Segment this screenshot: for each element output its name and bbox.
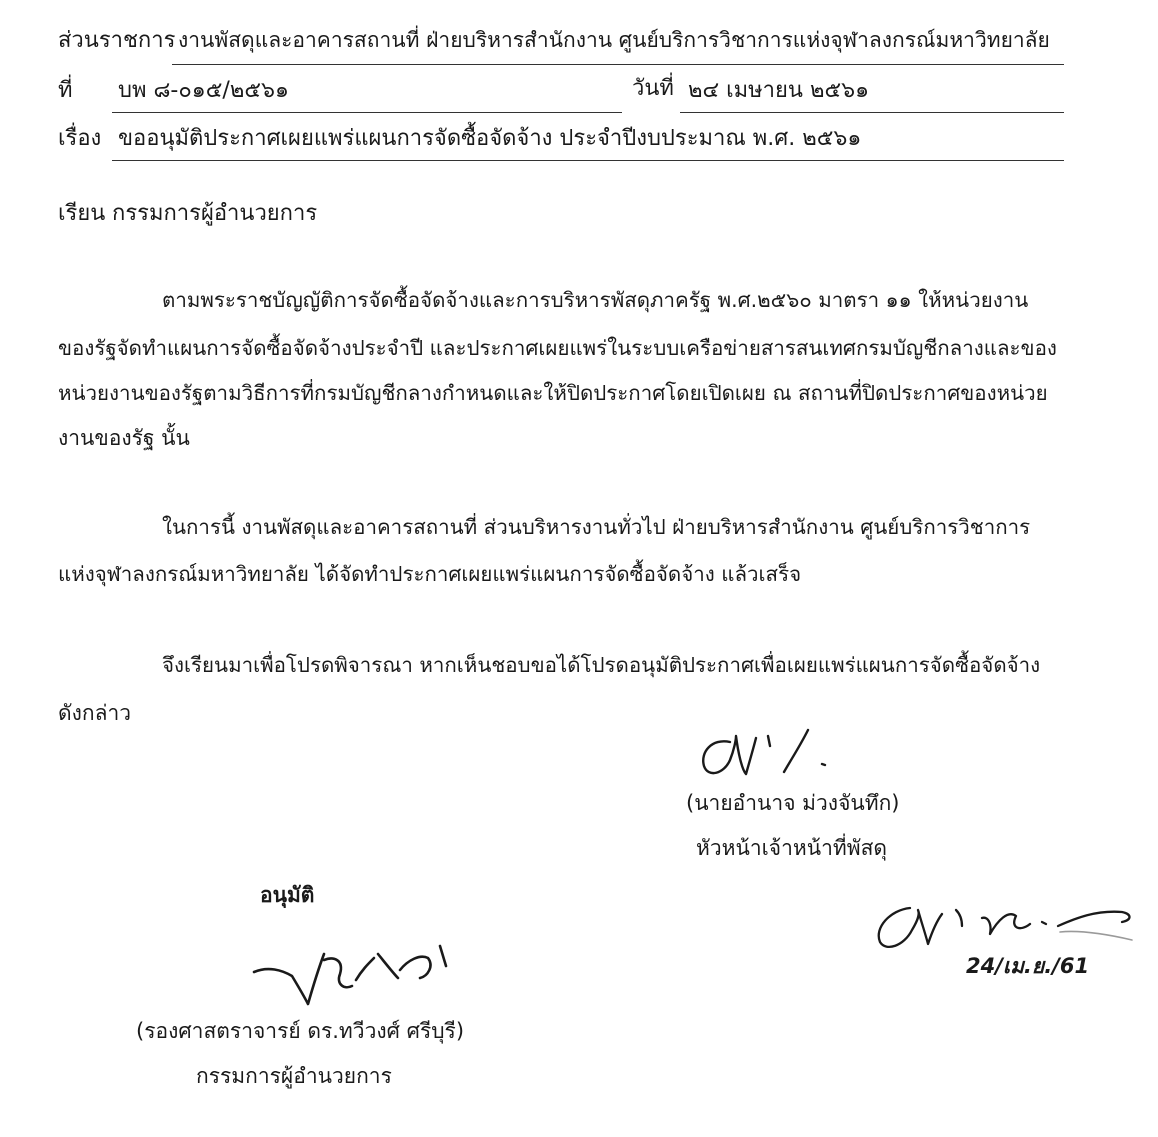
department-underline	[172, 64, 1064, 65]
reference-underline	[112, 112, 622, 113]
paragraph2-line1: ในการนี้ งานพัสดุและอาคารสถานที่ ส่วนบริหารงานทั่วไป ฝ่ายบริหารสำนักงาน ศูนย์บริการวิชาการ	[162, 515, 1031, 539]
paragraph1-line1: ตามพระราชบัญญัติการจัดซื้อจัดจ้างและการบริหารพัสดุภาครัฐ พ.ศ.๒๕๖๐ มาตรา ๑๑ ให้หน่วยงาน	[162, 288, 1029, 312]
paragraph1-line3: หน่วยงานของรัฐตามวิธีการที่กรมบัญชีกลางกำหนดและให้ปิดประกาศโดยเปิดเผย ณ สถานที่ปิดประกาศของหน่วย	[58, 381, 1048, 405]
reference-number: บพ ๘-๐๑๕/๒๕๖๑	[118, 78, 289, 103]
margin-handwritten-date: 24/เม.ย./61	[966, 954, 1090, 978]
salutation-label: เรียน	[58, 201, 106, 226]
approval-label: อนุมัติ	[260, 883, 315, 907]
date-underline	[680, 112, 1064, 113]
department-label: ส่วนราชการ	[58, 28, 176, 53]
paragraph1-line4: งานของรัฐ นั้น	[58, 426, 190, 450]
paragraph3-line1: จึงเรียนมาเพื่อโปรดพิจารณา หากเห็นชอบขอได้โปรดอนุมัติประกาศเพื่อเผยแพร่แผนการจัดซื้อจัดจ้าง	[162, 653, 1041, 677]
reference-label: ที่	[58, 78, 73, 103]
department-value: งานพัสดุและอาคารสถานที่ ฝ่ายบริหารสำนักงาน ศูนย์บริการวิชาการแห่งจุฬาลงกรณ์มหาวิทยาลัย	[178, 28, 1050, 52]
subject-underline	[112, 160, 1064, 161]
subject-label: เรื่อง	[58, 126, 102, 151]
signatory-title: หัวหน้าเจ้าหน้าที่พัสดุ	[696, 836, 888, 860]
paragraph2-line2: แห่งจุฬาลงกรณ์มหาวิทยาลัย ได้จัดทำประกาศเผยแพร่แผนการจัดซื้อจัดจ้าง แล้วเสร็จ	[58, 562, 802, 586]
paragraph3-line2: ดังกล่าว	[58, 701, 132, 725]
paragraph1-line2: ของรัฐจัดทำแผนการจัดซื้อจัดจ้างประจำปี และประกาศเผยแพร่ในระบบเครือข่ายสารสนเทศกรมบัญชีกลางและของ	[58, 336, 1057, 360]
signatory-name: (นายอำนาจ ม่วงจันทึก)	[686, 791, 900, 815]
approver-name: (รองศาสตราจารย์ ดร.ทวีวงศ์ ศรีบุรี)	[136, 1019, 465, 1043]
date-label: วันที่	[632, 76, 674, 101]
date-value: ๒๔ เมษายน ๒๕๖๑	[688, 78, 870, 103]
approval-signature	[248, 930, 473, 1030]
subject-value: ขออนุมัติประกาศเผยแพร่แผนการจัดซื้อจัดจ้าง ประจำปีงบประมาณ พ.ศ. ๒๕๖๑	[118, 126, 862, 151]
approver-title: กรรมการผู้อำนวยการ	[196, 1064, 392, 1088]
salutation-recipient: กรรมการผู้อำนวยการ	[112, 201, 318, 226]
signatory-signature	[690, 712, 870, 792]
